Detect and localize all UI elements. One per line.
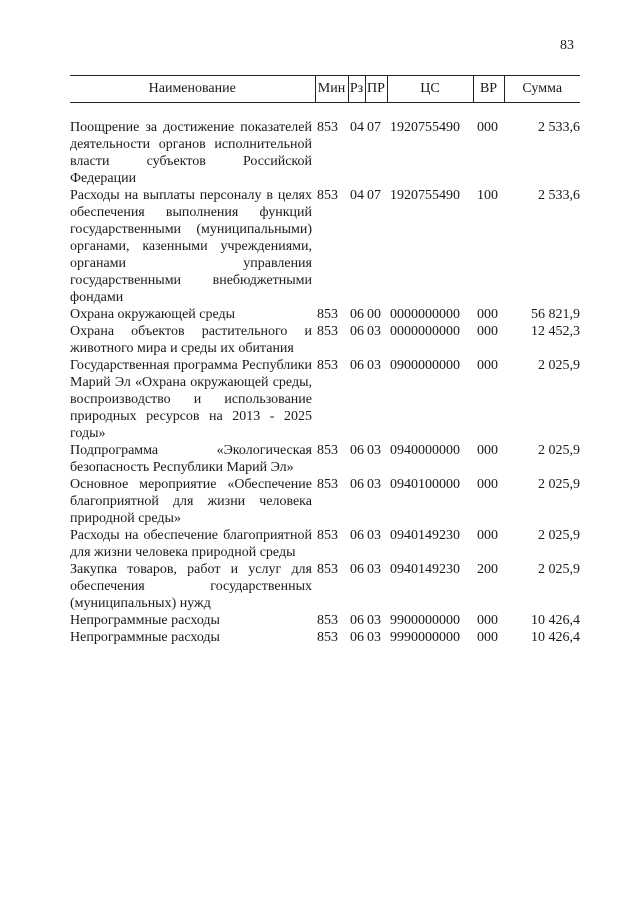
row-pr: 00 xyxy=(367,307,381,322)
budget-table xyxy=(70,75,580,646)
table-row xyxy=(70,187,580,306)
table-row xyxy=(70,323,580,357)
row-min: 853 xyxy=(317,613,338,628)
row-name: Охрана объектов растительного и животного мира и среды их обитания xyxy=(70,324,312,356)
row-name: Расходы на выплаты персоналу в целях обеспечения выполнения функций государственными (муниципальными) органами, казенными учреждениями, органами управления государственными внебюджетными фондами xyxy=(70,188,312,305)
row-rz: 06 xyxy=(350,562,364,577)
row-rz: 06 xyxy=(350,443,364,458)
row-sum: 10 426,4 xyxy=(531,630,580,645)
row-min: 853 xyxy=(317,324,338,339)
row-vr: 000 xyxy=(477,477,498,492)
row-min: 853 xyxy=(317,358,338,373)
row-vr: 200 xyxy=(477,562,498,577)
row-cs: 9990000000 xyxy=(390,630,460,645)
row-vr: 000 xyxy=(477,613,498,628)
row-pr: 03 xyxy=(367,358,381,373)
row-min: 853 xyxy=(317,188,338,203)
row-pr: 03 xyxy=(367,443,381,458)
row-name: Закупка товаров, работ и услуг для обеспечения государственных (муниципальных) нужд xyxy=(70,562,312,611)
header-rz: Рз xyxy=(348,76,365,103)
budget-table-container xyxy=(70,75,580,646)
row-rz: 04 xyxy=(350,120,364,135)
table-row xyxy=(70,612,580,629)
row-rz: 06 xyxy=(350,613,364,628)
row-vr: 000 xyxy=(477,120,498,135)
row-pr: 03 xyxy=(367,324,381,339)
row-vr: 000 xyxy=(477,630,498,645)
row-rz: 06 xyxy=(350,630,364,645)
row-pr: 03 xyxy=(367,613,381,628)
row-name: Поощрение за достижение показателей деятельности органов исполнительной власти субъектов Российской Федерации xyxy=(70,120,312,186)
row-rz: 06 xyxy=(350,307,364,322)
row-name: Государственная программа Республики Марий Эл «Охрана окружающей среды, воспроизводство и использование природных ресурсов на 2013 - 2025 годы» xyxy=(70,358,312,441)
row-cs: 0900000000 xyxy=(390,358,460,373)
header-row xyxy=(70,76,580,103)
row-pr: 07 xyxy=(367,120,381,135)
row-rz: 06 xyxy=(350,324,364,339)
row-sum: 2 533,6 xyxy=(538,120,580,135)
row-rz: 06 xyxy=(350,528,364,543)
table-row xyxy=(70,561,580,612)
row-cs: 0000000000 xyxy=(390,307,460,322)
table-row xyxy=(70,527,580,561)
row-cs: 0940149230 xyxy=(390,562,460,577)
header-pr: ПР xyxy=(365,76,387,103)
row-pr: 03 xyxy=(367,630,381,645)
row-sum: 2 533,6 xyxy=(538,188,580,203)
row-cs: 1920755490 xyxy=(390,188,460,203)
row-cs: 0940000000 xyxy=(390,443,460,458)
row-rz: 06 xyxy=(350,477,364,492)
row-pr: 03 xyxy=(367,562,381,577)
table-header xyxy=(70,76,580,103)
row-min: 853 xyxy=(317,630,338,645)
row-cs: 0940100000 xyxy=(390,477,460,492)
row-name: Расходы на обеспечение благоприятной для жизни человека природной среды xyxy=(70,528,312,560)
row-min: 853 xyxy=(317,307,338,322)
row-vr: 000 xyxy=(477,307,498,322)
row-sum: 12 452,3 xyxy=(531,324,580,339)
header-sum: Сумма xyxy=(504,76,580,103)
row-sum: 2 025,9 xyxy=(538,358,580,373)
row-vr: 000 xyxy=(477,358,498,373)
table-row xyxy=(70,357,580,442)
row-min: 853 xyxy=(317,528,338,543)
row-sum: 10 426,4 xyxy=(531,613,580,628)
row-cs: 1920755490 xyxy=(390,120,460,135)
row-sum: 2 025,9 xyxy=(538,477,580,492)
row-cs: 0000000000 xyxy=(390,324,460,339)
table-row xyxy=(70,476,580,527)
table-body xyxy=(70,103,580,647)
row-sum: 2 025,9 xyxy=(538,562,580,577)
row-min: 853 xyxy=(317,443,338,458)
table-row xyxy=(70,442,580,476)
row-min: 853 xyxy=(317,120,338,135)
header-gap xyxy=(70,103,580,120)
row-min: 853 xyxy=(317,477,338,492)
header-name: Наименование xyxy=(70,76,315,103)
table-row xyxy=(70,629,580,646)
page-number: 83 xyxy=(560,38,574,53)
row-pr: 03 xyxy=(367,477,381,492)
row-sum: 2 025,9 xyxy=(538,443,580,458)
row-sum: 2 025,9 xyxy=(538,528,580,543)
row-rz: 06 xyxy=(350,358,364,373)
row-cs: 0940149230 xyxy=(390,528,460,543)
table-row xyxy=(70,306,580,323)
row-cs: 9900000000 xyxy=(390,613,460,628)
row-vr: 100 xyxy=(477,188,498,203)
row-vr: 000 xyxy=(477,443,498,458)
row-name: Непрограммные расходы xyxy=(70,613,220,628)
row-vr: 000 xyxy=(477,528,498,543)
header-min: Мин xyxy=(315,76,348,103)
row-name: Подпрограмма «Экологическая безопасность Республики Марий Эл» xyxy=(70,443,312,475)
row-name: Охрана окружающей среды xyxy=(70,307,236,322)
header-vr: ВР xyxy=(473,76,504,103)
row-pr: 07 xyxy=(367,188,381,203)
row-sum: 56 821,9 xyxy=(531,307,580,322)
row-name: Непрограммные расходы xyxy=(70,630,220,645)
row-pr: 03 xyxy=(367,528,381,543)
table-row xyxy=(70,119,580,187)
row-min: 853 xyxy=(317,562,338,577)
row-name: Основное мероприятие «Обеспечение благоприятной для жизни человека природной среды» xyxy=(70,477,312,526)
header-cs: ЦС xyxy=(387,76,473,103)
row-rz: 04 xyxy=(350,188,364,203)
row-vr: 000 xyxy=(477,324,498,339)
